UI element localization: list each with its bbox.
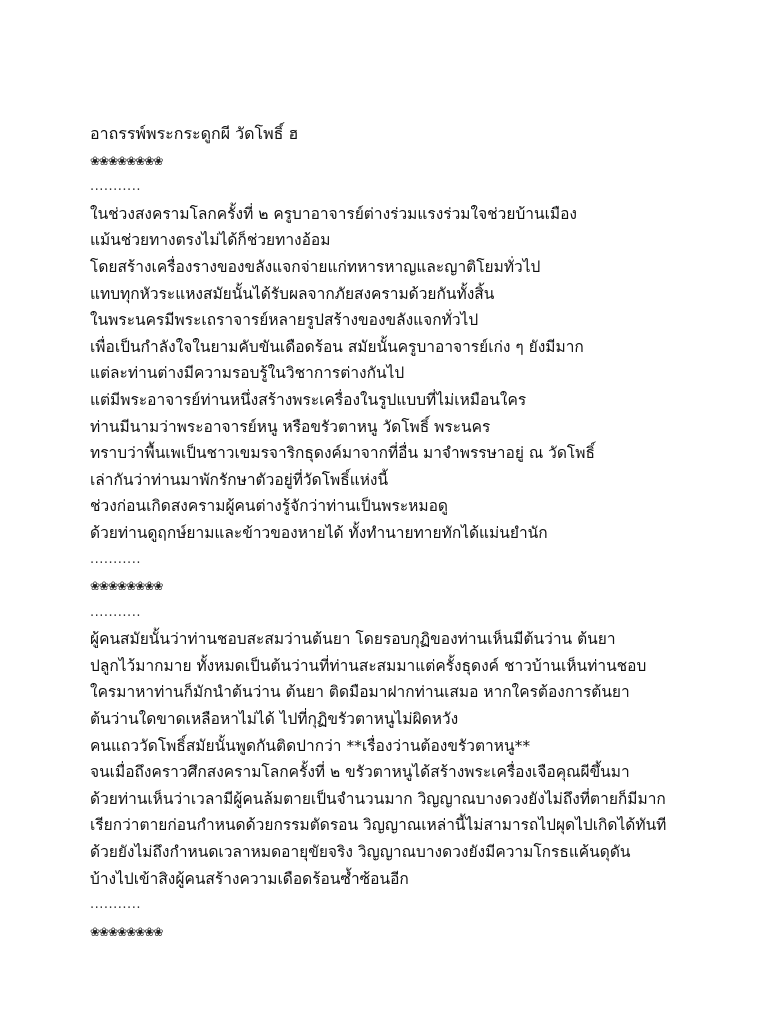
paragraph-line: ท่านมีนามว่าพระอาจารย์หนู หรือขรัวตาหนู วัดโพธิ์ พระนคร (90, 417, 491, 436)
paragraph-line: แต่มีพระอาจารย์ท่านหนึ่งสร้างพระเครื่องในรูปแบบที่ไม่เหมือนใคร (90, 390, 527, 409)
paragraph-line: ในพระนครมีพระเถราจารย์หลายรูปสร้างของขลังแจกทั่วไป (90, 311, 479, 330)
paragraph-line: เล่ากันว่าท่านมาพักรักษาตัวอยู่ที่วัดโพธิ์แห่งนี้ (90, 470, 389, 489)
paragraph-line: คนแถววัดโพธิ์สมัยนั้นพูดกันติดปากว่า **เรื่องว่านต้องขรัวตาหนู** (90, 736, 531, 755)
paragraph-line: ปลูกไว้มากมาย ทั้งหมดเป็นต้นว่านที่ท่านสะสมมาแต่ครั้งธุดงค์ ชาวบ้านเห็นท่านชอบ (90, 656, 647, 675)
paragraph-line: ช่วงก่อนเกิดสงครามผู้คนต่างรู้จักว่าท่านเป็นพระหมอดู (90, 497, 448, 516)
flower-separator: ❀❀❀❀❀❀❀❀ (90, 924, 163, 939)
paragraph-line: ด้วยยังไม่ถึงกำหนดเวลาหมดอายุขัยจริง วิญญาณบางดวงยังมีความโกรธแค้นดุดัน (90, 843, 631, 862)
paragraph-line: โดยสร้างเครื่องรางของขลังแจกจ่ายแก่ทหารหาญและญาติโยมทั่วไป (90, 257, 541, 276)
paragraph-line: ต้นว่านใดขาดเหลือหาไม่ได้ ไปที่กุฏิขรัวตาหนูไม่ผิดหวัง (90, 710, 459, 729)
paragraph-line: ด้วยท่านดูฤกษ์ยามและข้าวของหายได้ ทั้งทำนายทายทักได้แม่นยำนัก (90, 523, 548, 542)
paragraph-line: เพื่อเป็นกำลังใจในยามคับขันเดือดร้อน สมัยนั้นครูบาอาจารย์เก่ง ๆ ยังมีมาก (90, 337, 584, 356)
dot-separator: ........... (90, 551, 141, 567)
flower-separator: ❀❀❀❀❀❀❀❀ (90, 579, 163, 594)
paragraph-line: ด้วยท่านเห็นว่าเวลามีผู้คนล้มตายเป็นจำนวนมาก วิญญาณบางดวงยังไม่ถึงที่ตายก็มีมาก (90, 789, 666, 808)
document-body (90, 121, 710, 945)
paragraph-line: แม้นช่วยทางตรงไม่ได้ก็ช่วยทางอ้อม (90, 231, 331, 250)
paragraph-line: เรียกว่าตายก่อนกำหนดด้วยกรรมตัดรอน วิญญาณเหล่านี้ไม่สามารถไปผุดไปเกิดได้ทันที (90, 816, 667, 835)
paragraph-line: จนเมื่อถึงคราวศึกสงครามโลกครั้งที่ ๒ ขรัวตาหนูได้สร้างพระเครื่องเจือคุณผีขึ้นมา (90, 763, 630, 782)
paragraph-line: ทราบว่าพื้นเพเป็นชาวเขมรจาริกธุดงค์มาจากที่อื่น มาจำพรรษาอยู่ ณ วัดโพธิ์ (90, 444, 595, 463)
dot-separator: ........... (90, 604, 141, 620)
paragraph-line: ในช่วงสงครามโลกครั้งที่ ๒ ครูบาอาจารย์ต่างร่วมแรงร่วมใจช่วยบ้านเมือง (90, 204, 578, 223)
dot-separator: ........... (90, 897, 141, 913)
paragraph-line: ใครมาหาท่านก็มักนำต้นว่าน ต้นยา ติดมือมาฝากท่านเสมอ หากใครต้องการต้นยา (90, 683, 630, 702)
paragraph-line: แทบทุกหัวระแหงสมัยนั้นได้รับผลจากภัยสงครามด้วยกันทั้งสิ้น (90, 284, 495, 303)
dot-separator: ........... (90, 179, 141, 195)
paragraph-line: บ้างไปเข้าสิงผู้คนสร้างความเดือดร้อนซ้ำซ้อนอีก (90, 869, 409, 888)
paragraph-line: แต่ละท่านต่างมีความรอบรู้ในวิชาการต่างกันไป (90, 364, 405, 383)
document-title: อาถรรพ์พระกระดูกผี วัดโพธิ์ ฮ (90, 124, 299, 143)
paragraph-line: ผู้คนสมัยนั้นว่าท่านชอบสะสมว่านต้นยา โดยรอบกุฏิของท่านเห็นมีต้นว่าน ต้นยา (90, 630, 616, 649)
flower-separator: ❀❀❀❀❀❀❀❀ (90, 153, 163, 168)
